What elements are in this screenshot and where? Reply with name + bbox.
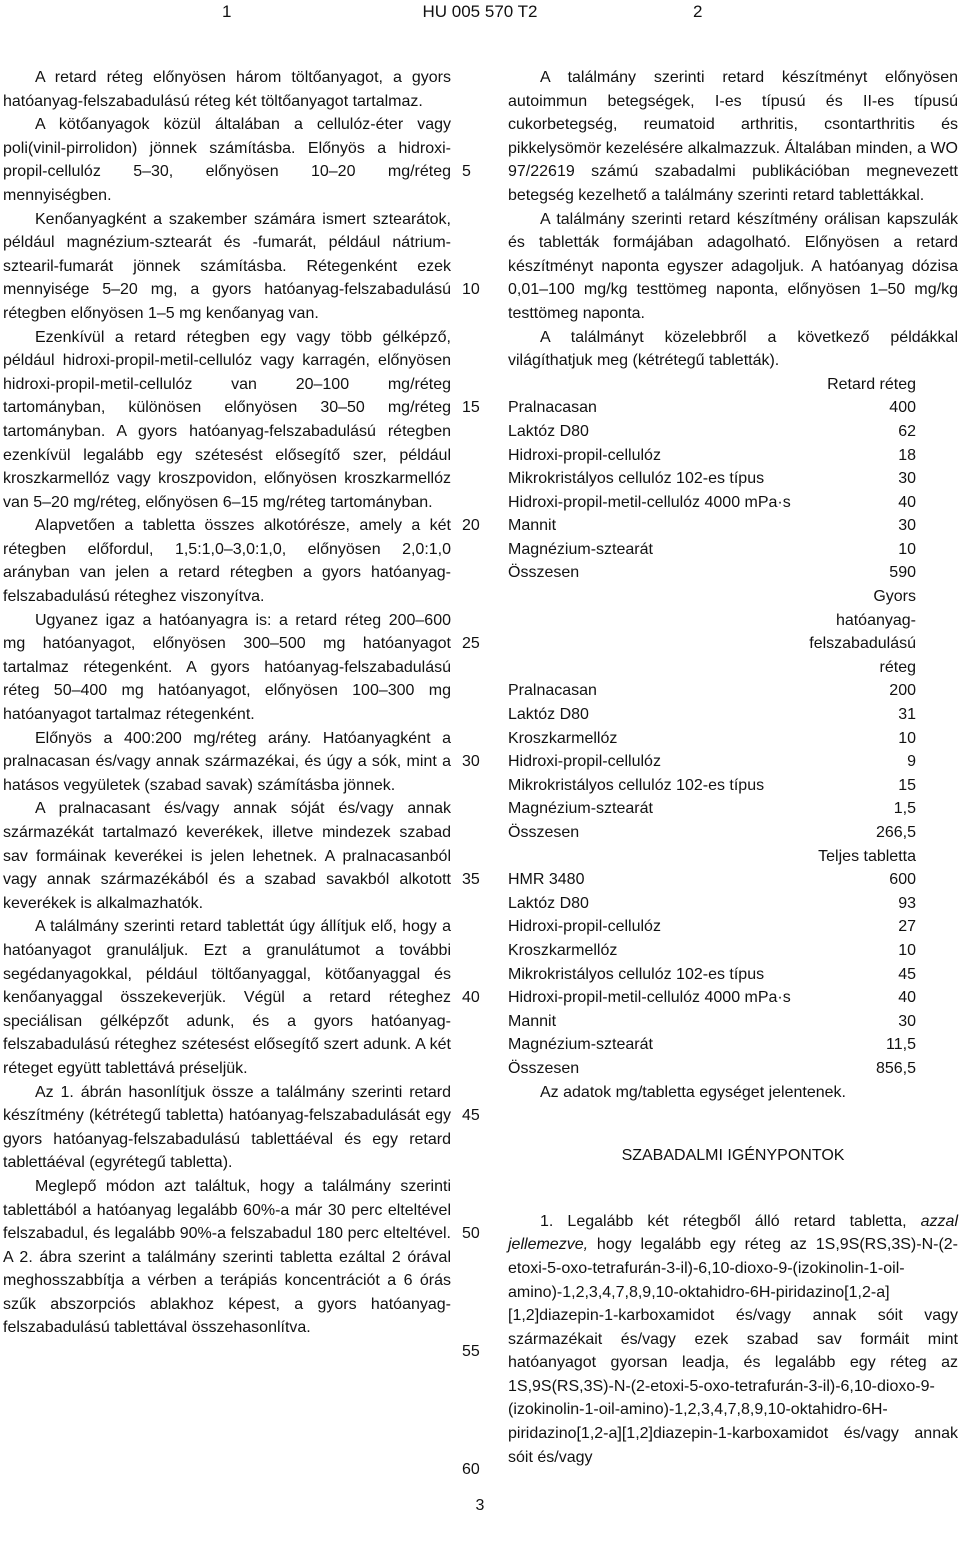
paragraph: Kenőanyagként a szakember számára ismert sztearátok, például magnézium-sztearát és -fumarát, például nátrium-sztearil-fumarát jönnek számításba. Rétegenként ezek mennyisége 5–20 mg, a gyors hatóanyag-felszabadulású rétegben előnyösen 1–5 mg kenőanyag van. — [3, 210, 451, 322]
ingredient-name: Laktóz D80 — [508, 706, 589, 724]
line-number: 55 — [462, 1343, 480, 1360]
paragraph: Meglepő módon azt találtuk, hogy a találmány szerinti tablettából a hatóanyag legalább 60%-a már 30 perc elteltével felszabadul, és legalább 90%-a felszabadul 180 perc elteltével. A 2. ábra szerint a találmány szerinti tabletta ezáltal 2 órával meghosszabbítja a vérben a terápiás koncentrációt a 6 órás szűk abszorpciós ablakhoz képest, a gyors hatóanyag-felszabadulású tablettával összehasonlítva. — [3, 1177, 451, 1337]
composition-table — [508, 373, 916, 1081]
table-row — [508, 561, 916, 585]
document-number: HU 005 570 T2 — [422, 2, 538, 21]
ingredient-amount: 31 — [898, 706, 916, 724]
table-row — [508, 797, 916, 821]
ingredient-name: Hidroxi-propil-metil-cellulóz 4000 mPa·s — [508, 989, 791, 1007]
paragraph: A kötőanyagok közül általában a cellulóz-éter vagy poli(vinil-pirrolidon) jönnek számításba. Előnyös a hidroxi-propil-cellulóz 5–30, előnyösen 10–20 mg/réteg mennyiségben. — [3, 116, 451, 204]
footer-page-number: 3 — [475, 1497, 485, 1514]
table-row — [508, 986, 916, 1010]
line-number: 15 — [462, 399, 480, 416]
ingredient-name: Hidroxi-propil-cellulóz — [508, 918, 661, 936]
claim-1 — [508, 1210, 958, 1470]
table-row — [508, 538, 916, 562]
ingredient-name: Hidroxi-propil-metil-cellulóz 4000 mPa·s — [508, 493, 791, 511]
table-row — [508, 750, 916, 774]
ingredient-name: Magnézium-sztearát — [508, 1036, 653, 1054]
table-row — [508, 821, 916, 845]
table-section-heading — [508, 373, 916, 397]
ingredient-name: Magnézium-sztearát — [508, 540, 653, 558]
ingredient-amount: 11,5 — [886, 1036, 916, 1054]
ingredient-amount: 30 — [898, 1012, 916, 1030]
line-number: 40 — [462, 989, 480, 1006]
paragraph: Előnyös a 400:200 mg/réteg arány. Hatóanyagként a pralnacasan és/vagy annak származékai, és úgy a sók, mint a hatásos vegyületek (szabad savak) számításba jönnek. — [3, 729, 451, 794]
table-row — [508, 491, 916, 515]
section-title: Retard réteg — [827, 375, 916, 393]
ingredient-name: Kroszkarmellóz — [508, 729, 618, 747]
line-number: 10 — [462, 281, 480, 298]
paragraph: A találmány szerinti retard készítmény orálisan kapszulák és tabletták formájában adagolható. Előnyösen a retard készítményt naponta egyszer adagoljuk. A hatóanyag dózisa 0,01–100 mg/kg testtömeg naponta, előnyösen 1–50 mg/kg testtömeg naponta. — [508, 210, 958, 322]
table-section-heading — [508, 845, 916, 869]
right-page-number: 2 — [693, 2, 703, 21]
ingredient-name: Kroszkarmellóz — [508, 941, 618, 959]
table-section-heading — [508, 585, 916, 609]
ingredient-amount: 266,5 — [875, 824, 916, 841]
paragraph: Ezenkívül a retard rétegben egy vagy több gélképző, például hidroxi-propil-metil-cellulóz vagy karragén, előnyösen hidroxi-propil-metil-cellulóz van 20–100 mg/réteg tartományban, különösen előnyösen 30–50 mg/réteg tartományban. A gyors hatóanyag-felszabadulású rétegben ezenkívül legalább egy szétesést elősegítő szer, például kroszkarmellóz vagy kroszpovidon, előnyösen kroszkarmellóz van 5–20 mg/réteg, előnyösen 6–15 mg/réteg tartományban. — [3, 328, 451, 511]
paragraph: A retard réteg előnyösen három töltőanyagot, a gyors hatóanyag-felszabadulású réteg két töltőanyagot tartalmaz. — [3, 69, 451, 110]
claim-1-start: 1. Legalább két rétegből álló retard tabletta, — [540, 1212, 921, 1230]
ingredient-amount: 9 — [907, 753, 916, 771]
ingredient-amount: 10 — [898, 729, 916, 747]
ingredient-amount: 18 — [898, 446, 916, 464]
ingredient-amount: 45 — [898, 965, 916, 983]
ingredient-amount: 30 — [898, 470, 916, 488]
ingredient-amount: 600 — [889, 871, 916, 889]
ingredient-name: Összesen — [508, 564, 580, 582]
ingredient-name: Pralnacasan — [508, 399, 597, 417]
ingredient-name: Laktóz D80 — [508, 894, 589, 912]
paragraph: A találmány szerinti retard készítményt előnyösen autoimmun betegségek, I-es típusú és II-es típusú cukorbetegség, reumatoid arthritis, csontarthritis és pikkelysömör kezelésére alkalmazzuk. Általában minden, a WO 97/22619 számú szabadalmi publikációban megnevezett betegség kezelhető a találmány szerinti retard tablettákkal. — [508, 69, 958, 204]
ingredient-name: Összesen — [508, 1059, 580, 1077]
table-row — [508, 1057, 916, 1081]
paragraph: Az 1. ábrán hasonlítjuk össze a találmány szerinti retard készítmény (kétrétegű tabletta) hatóanyag-felszabadulását egy gyors hatóanyag-felszabadulású tablettáéval és egy retard tablettáéval (egyrétegű tabletta). — [3, 1083, 451, 1172]
ingredient-name: Mikrokristályos cellulóz 102-es típus — [508, 470, 765, 488]
table-row — [508, 892, 916, 916]
table-row — [508, 915, 916, 939]
ingredient-name: HMR 3480 — [508, 871, 585, 889]
table-row — [508, 467, 916, 491]
table-row — [508, 703, 916, 727]
line-number: 60 — [462, 1461, 480, 1478]
line-number: 5 — [462, 163, 471, 180]
ingredient-amount: 200 — [889, 682, 916, 700]
claim-1-body: hogy legalább egy réteg az 1S,9S(RS,3S)-N-(2-etoxi-5-oxo-tetrafurán-3-il)-6,10-dioxo-9-(izokinolin-1-oil-amino)-1,2,3,4,7,8,9,10-oktahidro-6H-piridazino[1,2-a][1,2]diazepin-1-karboxamidot és/vagy annak sóit vagy származékait és/vagy ezek szabad sav formáit mint hatóanyagot gyorsan leadja, és legalább egy réteg az 1S,9S(RS,3S)-N-(2-etoxi-5-oxo-tetrafurán-3-il)-6,10-dioxo-9-(izokinolin-1-oil-amino)-1,2,3,4,7,8,9,10-oktahidro-6H-piridazino[1,2-a][1,2]diazepin-1-karboxamidot és/vagy annak sóit és/vagy — [508, 1236, 958, 1466]
ingredient-name: Mannit — [508, 517, 557, 535]
table-row — [508, 1010, 916, 1034]
table-row — [508, 868, 916, 892]
ingredient-amount: 93 — [898, 894, 916, 912]
ingredient-name: Hidroxi-propil-cellulóz — [508, 753, 661, 771]
table-row — [508, 774, 916, 798]
table-row — [508, 939, 916, 963]
ingredient-amount: 40 — [898, 989, 916, 1007]
ingredient-amount: 30 — [898, 517, 916, 535]
ingredient-amount: 400 — [889, 399, 916, 417]
ingredient-name: Laktóz D80 — [508, 422, 589, 440]
line-number: 35 — [462, 871, 480, 888]
ingredient-amount: 15 — [898, 776, 916, 794]
ingredient-name: Mannit — [508, 1012, 557, 1030]
table-row — [508, 727, 916, 751]
page-footer — [0, 1497, 960, 1515]
table-section-heading — [508, 632, 916, 656]
left-page-number: 1 — [222, 2, 232, 21]
ingredient-amount: 1,5 — [893, 800, 916, 818]
left-column — [3, 66, 451, 1340]
paragraph: Alapvetően a tabletta összes alkotórésze, amely a két rétegben előfordul, 1,5:1,0–3,0:1,0, előnyösen 2,0:1,0 arányban van jelen a retard rétegben a gyors hatóanyag-felszabadulású réteghez viszonyítva. — [3, 517, 451, 606]
paragraph: A találmány szerinti retard tablettát úgy állítjuk elő, hogy a hatóanyagot granuláljuk. Ezt a granulátumot a további segédanyagokkal, például töltőanyaggal, kötőanyaggal és kenőanyaggal összekeverjük. Végül a retard réteghez speciálisan gélképzőt adunk, és a gyors hatóanyag-felszabadulású réteghez szétesést elősegítő szert adunk. A két réteget együtt tablettává préseljük. — [3, 918, 451, 1077]
ingredient-name: Mikrokristályos cellulóz 102-es típus — [508, 776, 765, 794]
table-row — [508, 514, 916, 538]
table-row — [508, 1033, 916, 1057]
line-number: 25 — [462, 635, 480, 652]
right-column — [508, 66, 958, 1469]
ingredient-name: Mikrokristályos cellulóz 102-es típus — [508, 965, 765, 983]
table-section-heading — [508, 609, 916, 633]
line-number: 50 — [462, 1225, 480, 1242]
table-row — [508, 963, 916, 987]
line-number: 30 — [462, 753, 480, 770]
claims-title: SZABADALMI IGÉNYPONTOK — [621, 1147, 845, 1165]
table-note: Az adatok mg/tabletta egységet jelentenek. — [540, 1083, 846, 1101]
ingredient-name: Hidroxi-propil-cellulóz — [508, 446, 661, 464]
ingredient-amount: 27 — [898, 918, 916, 936]
table-row — [508, 420, 916, 444]
ingredient-name: Pralnacasan — [508, 682, 597, 700]
claim-1-characterized: azzal jellemezve, — [508, 1212, 958, 1254]
paragraph: Ugyanez igaz a hatóanyagra is: a retard réteg 200–600 mg hatóanyagot, előnyösen 300–500 mg hatóanyagot tartalmaz rétegenként. A gyors hatóanyag-felszabadulású réteg 50–400 mg hatóanyagot, előnyösen 100–300 mg hatóanyagot tartalmaz rétegenként. — [3, 611, 451, 724]
table-section-heading — [508, 656, 916, 680]
line-number: 20 — [462, 517, 480, 534]
ingredient-amount: 10 — [898, 941, 916, 959]
section-title: Teljes tabletta — [818, 847, 916, 865]
ingredient-amount: 856,5 — [875, 1059, 916, 1077]
line-number: 45 — [462, 1107, 480, 1124]
section-title: felszabadulású — [809, 635, 916, 653]
table-row — [508, 679, 916, 703]
table-row — [508, 444, 916, 468]
ingredient-name: Magnézium-sztearát — [508, 800, 653, 818]
section-title: hatóanyag- — [835, 611, 916, 629]
ingredient-amount: 590 — [889, 564, 916, 582]
ingredient-amount: 62 — [898, 422, 916, 440]
ingredient-amount: 40 — [898, 493, 916, 511]
section-title: réteg — [879, 658, 916, 676]
paragraph: A pralnacasant és/vagy annak sóját és/vagy annak származékát tartalmazó keverékek, illetve mindezek szabad sav formáinak keverékei is jelen lehetnek. A pralnacasanból vagy annak származékából és a szabad savakból alkotott keverékek is alkalmazhatók. — [3, 800, 451, 912]
section-title: Gyors — [873, 588, 916, 606]
ingredient-name: Összesen — [508, 824, 580, 841]
table-row — [508, 396, 916, 420]
paragraph: A találmányt közelebbről a következő példákkal világíthatjuk meg (kétrétegű tabletták). — [508, 328, 958, 370]
page-header — [0, 0, 960, 28]
ingredient-amount: 10 — [898, 540, 916, 558]
